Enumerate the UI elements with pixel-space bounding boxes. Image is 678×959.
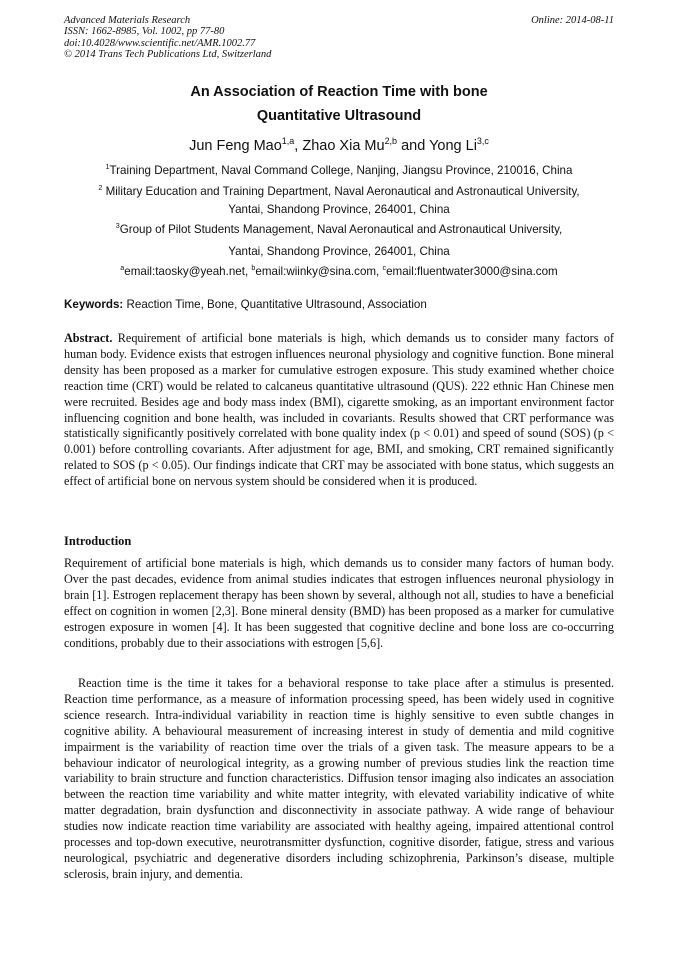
- email-superscript: c: [382, 263, 387, 273]
- author-superscript: 2,b: [384, 136, 398, 147]
- author-list: [0, 138, 678, 154]
- affiliation-text: Group of Pilot Students Management, Naval Aeronautical and Astronautical University,: [119, 223, 563, 236]
- journal-copyright: © 2014 Trans Tech Publications Ltd, Switzerland: [64, 49, 272, 61]
- email-superscript: a: [120, 263, 125, 273]
- keywords-label: Keywords:: [64, 298, 124, 311]
- affiliation-3-line-2: Yantai, Shandong Province, 264001, China: [228, 245, 450, 258]
- intro-paragraph-2: Reaction time is the time it takes for a behavioral response to take place after a stimulus is presented. Reaction time performance, as a measure of information processing speed, has been widely used in cognitive science research. Intra-individual variability in reaction time is highly sensitive to even subtle changes in cognitive ability. A behavioural measurement of increasing interest in study of dementia and mild cognitive impairment is the variability of reaction time over the trials of a given task. The measure appears to be a behaviour indicator of neurological integrity, as a growing number of previous studies link the reaction time variability to brain structure and function characteristics. Diffusion tensor imaging also indicates an association between the reaction time variability and white matter integrity, with elevated variability indicative of white matter degradation, brain dysfunction and disconnectivity in associate pathway. A wide range of behaviour studies now indicate reaction time variability are associated with healthy ageing, impaired attentional control processes and top-down executive, neurotransmitter dysfunction, cognitive disorder, fatigue, stress and various neurological, psychiatric and degenerative disorders including schizophrenia, Parkinson’s disease, multiple sclerosis, brain injury, and dementia.: [64, 676, 614, 881]
- affiliation-superscript: 1: [105, 162, 110, 172]
- email-superscript: b: [251, 263, 256, 273]
- journal-issn: ISSN: 1662-8985, Vol. 1002, pp 77-80: [64, 26, 225, 38]
- journal-name: Advanced Materials Research: [64, 15, 191, 26]
- keywords-text: Reaction Time, Bone, Quantitative Ultrasound, Association: [123, 298, 427, 311]
- paper-title-line-1: An Association of Reaction Time with bone: [190, 84, 488, 100]
- email-list: [0, 263, 678, 281]
- abstract: [64, 331, 614, 490]
- abstract-label: Abstract.: [64, 331, 113, 345]
- affiliation-text: Military Education and Training Department, Naval Aeronautical and Astronautical University,: [102, 185, 580, 198]
- keywords: [64, 298, 427, 311]
- affiliation-1: [0, 162, 678, 180]
- affiliation-3: [0, 221, 678, 239]
- affiliation-superscript: 3: [115, 221, 120, 231]
- journal-header: [64, 15, 271, 61]
- author-separator: and: [397, 138, 430, 154]
- abstract-text: Requirement of artificial bone materials is high, which demands us to consider many factors of human body. Evidence exists that estrogen influences neuronal physiology and cognitive function. Bone mineral density has been proposed as a marker for cumulative estrogen exposure. This study examined whether choice reaction time (CRT) would be related to calcaneus quantitative ultrasound (QUS). 222 ethnic Han Chinese men were recruited. Besides age and body mass index (BMI), cigarette smoking, as an important environment factor influencing cognition and bone health, was included in covariants. Results showed that CRT performance was statistically significantly positively correlated with bone quality index (p < 0.01) and speed of sound (SOS) (p < 0.001) before controlling covariants. After adjustment for age, BMI, and smoking, CRT remained significantly related to SOS (p < 0.05). Our findings indicate that CRT may be associated with bone status, which suggests an effect of artificial bone on nervous system should be considered when it is produced.: [64, 331, 614, 489]
- section-heading-introduction: Introduction: [64, 534, 132, 548]
- email-address: email:fluentwater3000@sina.com: [386, 265, 558, 278]
- affiliation-text: Training Department, Naval Command College, Nanjing, Jiangsu Province, 210016, China: [109, 164, 573, 177]
- author-name: Jun Feng Mao: [189, 138, 282, 154]
- intro-paragraph-1: Requirement of artificial bone materials is high, which demands us to consider many factors of human body. Over the past decades, evidence from animal studies indicates that estrogen influences neuronal physiology in brain [1]. Estrogen replacement therapy has been shown by several, although not all, studies to have a beneficial effect on cognition in women [2,3]. Bone mineral density (BMD) has been proposed as a marker for cumulative estrogen exposure in women [4]. It has been suggested that cognitive decline and bone loss are co-occurring conditions, probably due to their associations with estrogen [5,6].: [64, 556, 614, 650]
- author-separator: ,: [294, 138, 303, 154]
- online-date: Online: 2014-08-11: [531, 15, 614, 26]
- author-name: Zhao Xia Mu: [302, 138, 385, 154]
- affiliation-text: Yantai, Shandong Province, 264001, China: [228, 203, 450, 216]
- email-address: email:taosky@yeah.net,: [124, 265, 252, 278]
- author-superscript: 3,c: [476, 136, 489, 147]
- journal-doi: doi:10.4028/www.scientific.net/AMR.1002.77: [64, 37, 256, 49]
- author-superscript: 1,a: [281, 136, 295, 147]
- email-address: email:wiinky@sina.com,: [255, 265, 383, 278]
- paper-title-line-2: Quantitative Ultrasound: [256, 108, 422, 124]
- affiliation-superscript: 2: [98, 183, 103, 193]
- affiliation-2: [0, 183, 678, 219]
- author-name: Yong Li: [429, 138, 477, 154]
